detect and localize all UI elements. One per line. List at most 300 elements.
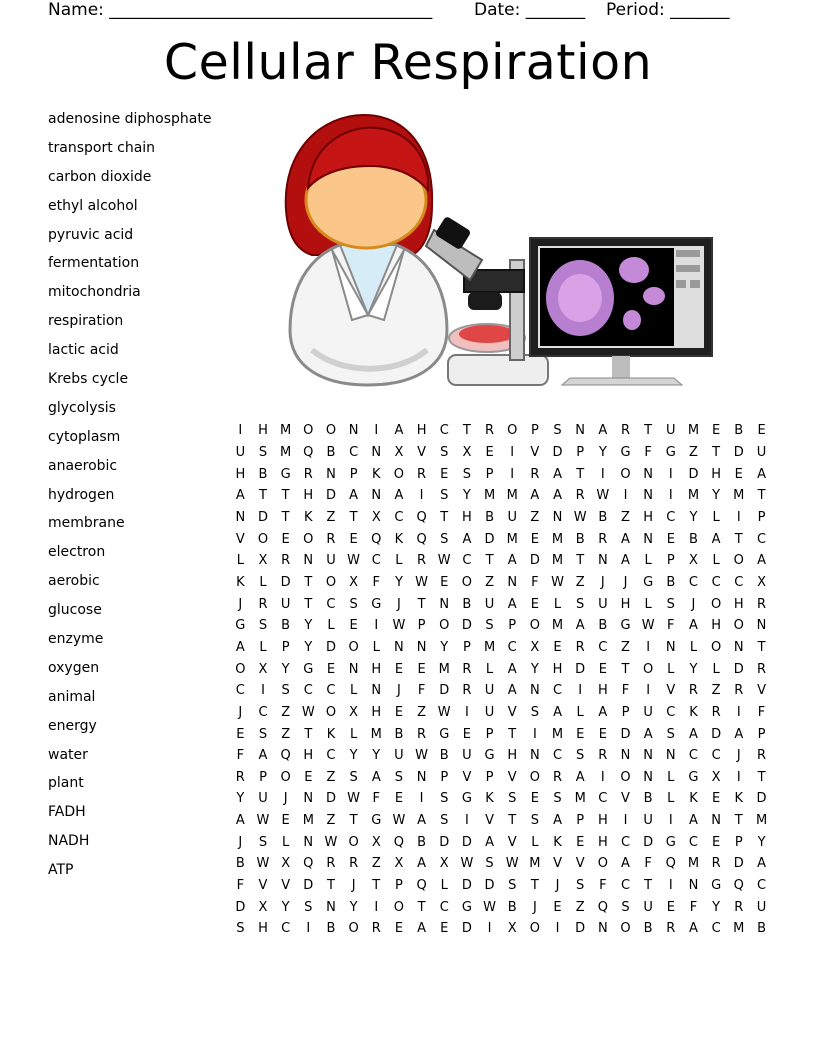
grid-letter: U	[280, 596, 291, 612]
scientist-with-microscope-illustration	[282, 110, 718, 400]
word-list-item: oxygen	[48, 659, 100, 676]
grid-letter: E	[349, 618, 358, 634]
grid-letter: B	[281, 618, 291, 634]
grid-letter: C	[620, 878, 631, 894]
grid-letter: L	[644, 553, 652, 569]
grid-letter: B	[417, 834, 427, 850]
grid-letter: L	[712, 509, 720, 525]
grid-letter: O	[597, 856, 608, 872]
grid-letter: B	[235, 856, 245, 872]
grid-letter: M	[551, 726, 564, 742]
grid-letter: R	[349, 856, 359, 872]
grid-letter: X	[757, 574, 766, 590]
grid-letter: B	[258, 466, 268, 482]
grid-letter: S	[236, 921, 245, 937]
grid-letter: N	[665, 748, 676, 764]
grid-letter: Y	[757, 834, 766, 850]
grid-letter: G	[688, 769, 699, 785]
grid-letter: C	[757, 531, 767, 547]
grid-letter: T	[734, 531, 743, 547]
grid-letter: M	[687, 423, 700, 439]
grid-letter: I	[623, 813, 628, 829]
grid-letter: U	[507, 509, 517, 525]
grid-letter: A	[757, 553, 766, 569]
word-search-grid	[229, 420, 773, 940]
grid-letter: L	[327, 618, 335, 634]
grid-letter: D	[461, 878, 472, 894]
grid-row	[229, 463, 773, 485]
grid-letter: T	[530, 878, 539, 894]
grid-letter: K	[734, 791, 744, 807]
grid-row	[229, 485, 773, 507]
grid-letter: R	[326, 531, 336, 547]
grid-letter: N	[303, 791, 314, 807]
grid-letter: J	[351, 878, 356, 894]
grid-letter: O	[733, 553, 744, 569]
grid-letter: W	[324, 834, 338, 850]
grid-letter: C	[281, 921, 291, 937]
grid-letter: W	[483, 899, 496, 915]
grid-row	[229, 831, 773, 853]
grid-letter: R	[417, 466, 427, 482]
grid-letter: Z	[326, 509, 336, 525]
grid-letter: O	[507, 423, 518, 439]
grid-letter: S	[530, 813, 539, 829]
grid-letter: N	[348, 661, 359, 677]
grid-letter: S	[508, 791, 517, 807]
grid-letter: J	[736, 748, 741, 764]
grid-letter: P	[666, 553, 675, 569]
word-list-item: glycolysis	[48, 399, 116, 416]
grid-letter: P	[576, 444, 585, 460]
grid-letter: K	[553, 834, 562, 850]
grid-letter: S	[530, 704, 539, 720]
grid-letter: A	[417, 921, 427, 937]
grid-letter: A	[553, 704, 562, 720]
grid-letter: F	[599, 878, 607, 894]
grid-letter: T	[644, 878, 653, 894]
grid-letter: A	[689, 813, 698, 829]
grid-letter: L	[395, 553, 403, 569]
grid-letter: B	[643, 921, 653, 937]
grid-letter: E	[576, 726, 585, 742]
grid-letter: E	[598, 726, 607, 742]
grid-letter: D	[325, 791, 336, 807]
grid-letter: Q	[371, 531, 382, 547]
grid-letter: W	[551, 574, 564, 590]
grid-letter: Z	[281, 704, 291, 720]
grid-letter: N	[529, 683, 540, 699]
grid-letter: J	[397, 683, 401, 699]
grid-row	[229, 420, 773, 442]
grid-letter: N	[507, 574, 518, 590]
grid-letter: I	[261, 683, 265, 699]
grid-letter: V	[507, 704, 517, 720]
grid-letter: W	[596, 488, 610, 504]
grid-letter: A	[689, 726, 698, 742]
grid-letter: R	[598, 748, 608, 764]
grid-letter: C	[552, 748, 563, 764]
grid-letter: U	[756, 444, 767, 460]
grid-letter: I	[668, 813, 673, 829]
grid-letter: B	[598, 509, 608, 525]
grid-letter: A	[507, 553, 517, 569]
grid-letter: X	[394, 444, 404, 460]
grid-letter: A	[689, 921, 698, 937]
grid-letter: V	[507, 769, 517, 785]
grid-row	[229, 853, 773, 875]
grid-letter: F	[236, 748, 245, 764]
grid-letter: I	[419, 488, 424, 504]
grid-letter: C	[462, 553, 472, 569]
grid-letter: R	[326, 856, 336, 872]
grid-letter: L	[712, 661, 720, 677]
grid-letter: Y	[712, 899, 721, 915]
grid-letter: C	[734, 574, 744, 590]
grid-letter: A	[553, 813, 562, 829]
grid-letter: A	[235, 639, 245, 655]
grid-letter: I	[419, 791, 424, 807]
grid-letter: C	[620, 834, 631, 850]
grid-row	[229, 507, 773, 529]
word-list-item: anaerobic	[48, 457, 118, 474]
grid-letter: T	[757, 769, 766, 785]
grid-letter: P	[757, 726, 766, 742]
grid-letter: O	[348, 639, 359, 655]
grid-letter: V	[621, 791, 630, 807]
grid-row	[229, 550, 773, 572]
grid-letter: J	[555, 878, 560, 894]
grid-letter: I	[600, 466, 605, 482]
grid-letter: E	[304, 769, 313, 785]
grid-letter: W	[437, 553, 451, 569]
grid-letter: F	[531, 574, 539, 590]
grid-letter: C	[711, 574, 721, 590]
grid-letter: G	[461, 899, 472, 915]
grid-letter: E	[462, 726, 471, 742]
grid-letter: T	[712, 444, 721, 460]
grid-letter: O	[620, 466, 631, 482]
grid-letter: O	[710, 596, 722, 612]
grid-letter: M	[687, 856, 700, 872]
grid-letter: N	[348, 423, 359, 439]
grid-letter: T	[440, 509, 449, 525]
grid-letter: B	[485, 509, 494, 525]
grid-letter: S	[440, 444, 449, 460]
grid-letter: T	[349, 509, 358, 525]
grid-letter: E	[440, 921, 449, 937]
grid-letter: I	[374, 423, 379, 439]
grid-letter: O	[393, 899, 405, 915]
grid-letter: A	[462, 531, 472, 547]
grid-letter: N	[529, 748, 540, 764]
grid-letter: I	[578, 683, 583, 699]
grid-letter: I	[464, 704, 469, 720]
grid-letter: B	[598, 618, 608, 634]
grid-letter: H	[711, 618, 721, 634]
grid-letter: A	[711, 531, 721, 547]
grid-letter: O	[643, 661, 654, 677]
grid-letter: L	[689, 639, 698, 655]
grid-letter: N	[303, 834, 314, 850]
grid-letter: C	[598, 791, 608, 807]
grid-letter: G	[711, 878, 722, 894]
grid-letter: S	[462, 466, 472, 482]
grid-letter: D	[688, 466, 699, 482]
grid-letter: O	[529, 921, 540, 937]
grid-letter: N	[643, 488, 653, 504]
grid-letter: A	[689, 618, 698, 634]
grid-letter: A	[553, 488, 562, 504]
word-list-item: animal	[48, 688, 96, 705]
grid-letter: D	[303, 878, 314, 894]
period-field-label: Period: _______	[606, 0, 730, 20]
grid-letter: U	[484, 683, 495, 699]
grid-letter: O	[325, 704, 337, 720]
grid-letter: W	[460, 856, 474, 872]
grid-letter: P	[417, 618, 426, 634]
grid-letter: A	[394, 423, 404, 439]
grid-letter: N	[597, 553, 608, 569]
grid-letter: Z	[371, 856, 381, 872]
grid-letter: U	[394, 748, 404, 764]
grid-letter: A	[258, 748, 268, 764]
grid-letter: A	[575, 618, 585, 634]
grid-letter: X	[530, 639, 540, 655]
grid-letter: Q	[597, 899, 608, 915]
grid-letter: L	[667, 769, 675, 785]
grid-letter: N	[665, 639, 676, 655]
grid-letter: F	[372, 574, 380, 590]
grid-letter: E	[394, 704, 404, 720]
grid-letter: M	[302, 813, 314, 829]
grid-letter: B	[439, 748, 449, 764]
word-list-item: enzyme	[48, 631, 104, 648]
grid-letter: O	[280, 769, 291, 785]
grid-letter: T	[326, 878, 335, 894]
grid-letter: I	[555, 921, 560, 937]
grid-letter: P	[621, 704, 630, 720]
grid-letter: R	[575, 639, 585, 655]
grid-letter: L	[576, 704, 584, 720]
grid-letter: X	[507, 921, 517, 937]
grid-letter: I	[374, 899, 379, 915]
grid-letter: M	[529, 856, 541, 872]
grid-letter: I	[736, 704, 741, 720]
grid-letter: W	[437, 704, 451, 720]
grid-letter: R	[757, 661, 767, 677]
grid-letter: N	[394, 639, 404, 655]
grid-letter: K	[485, 791, 494, 807]
grid-letter: K	[326, 726, 336, 742]
grid-letter: U	[326, 553, 336, 569]
grid-letter: X	[439, 856, 449, 872]
worksheet-header	[48, 0, 768, 20]
grid-letter: R	[281, 553, 291, 569]
grid-letter: D	[552, 444, 563, 460]
grid-letter: X	[394, 856, 404, 872]
grid-letter: X	[349, 574, 359, 590]
grid-letter: P	[259, 769, 267, 785]
grid-letter: L	[440, 878, 448, 894]
grid-letter: I	[487, 921, 492, 937]
grid-letter: T	[462, 423, 471, 439]
grid-row	[229, 875, 773, 897]
grid-letter: X	[371, 509, 381, 525]
grid-letter: E	[281, 531, 290, 547]
grid-letter: C	[711, 921, 721, 937]
grid-letter: I	[600, 769, 605, 785]
grid-letter: P	[576, 813, 585, 829]
grid-letter: F	[621, 683, 630, 699]
grid-letter: U	[643, 704, 653, 720]
grid-letter: S	[258, 726, 268, 742]
grid-letter: E	[236, 726, 245, 742]
grid-letter: A	[598, 423, 608, 439]
grid-letter: G	[235, 618, 246, 634]
grid-letter: J	[623, 574, 628, 590]
grid-letter: D	[325, 639, 336, 655]
grid-letter: E	[712, 423, 721, 439]
grid-letter: S	[440, 791, 449, 807]
grid-letter: T	[508, 813, 517, 829]
grid-letter: U	[643, 813, 653, 829]
word-list-item: fermentation	[48, 255, 140, 272]
grid-row	[229, 680, 773, 702]
grid-letter: J	[238, 596, 243, 612]
grid-letter: P	[462, 639, 471, 655]
grid-letter: M	[551, 618, 564, 634]
grid-letter: H	[303, 488, 314, 504]
grid-letter: H	[620, 596, 631, 612]
grid-letter: N	[371, 488, 382, 504]
grid-letter: B	[394, 726, 404, 742]
grid-letter: R	[666, 921, 676, 937]
grid-letter: E	[530, 531, 539, 547]
grid-letter: X	[689, 553, 698, 569]
word-list-item: cytoplasm	[48, 428, 121, 445]
grid-letter: L	[712, 553, 720, 569]
grid-letter: J	[283, 791, 288, 807]
grid-letter: F	[644, 444, 652, 460]
word-list-item: aerobic	[48, 573, 100, 590]
grid-letter: O	[710, 639, 722, 655]
grid-letter: V	[281, 878, 291, 894]
grid-letter: I	[646, 639, 651, 655]
grid-letter: M	[280, 444, 292, 460]
grid-letter: H	[235, 466, 246, 482]
grid-letter: K	[689, 791, 698, 807]
grid-letter: Y	[236, 791, 245, 807]
grid-letter: X	[462, 444, 472, 460]
grid-letter: Y	[689, 509, 698, 525]
grid-letter: G	[620, 618, 631, 634]
grid-letter: J	[238, 704, 243, 720]
grid-letter: A	[734, 726, 744, 742]
grid-letter: C	[666, 704, 676, 720]
grid-letter: T	[757, 639, 766, 655]
grid-letter: Z	[689, 444, 698, 460]
grid-letter: D	[325, 488, 336, 504]
grid-letter: C	[688, 748, 698, 764]
grid-letter: V	[507, 834, 517, 850]
grid-letter: S	[304, 899, 313, 915]
grid-letter: Z	[417, 704, 427, 720]
grid-letter: U	[643, 899, 653, 915]
grid-letter: Y	[349, 748, 358, 764]
grid-letter: L	[485, 661, 494, 677]
grid-letter: U	[484, 704, 495, 720]
grid-letter: W	[347, 791, 361, 807]
grid-letter: Q	[733, 878, 744, 894]
grid-letter: P	[281, 639, 290, 655]
grid-letter: H	[303, 748, 314, 764]
grid-letter: K	[372, 466, 381, 482]
grid-letter: Z	[485, 574, 494, 590]
grid-letter: X	[281, 856, 291, 872]
grid-letter: P	[349, 466, 358, 482]
grid-letter: E	[394, 921, 404, 937]
grid-letter: D	[711, 726, 722, 742]
grid-letter: F	[236, 878, 245, 894]
grid-letter: C	[439, 899, 449, 915]
grid-letter: F	[667, 618, 675, 634]
grid-letter: B	[734, 423, 744, 439]
grid-letter: M	[733, 921, 745, 937]
grid-letter: R	[734, 683, 744, 699]
grid-letter: V	[235, 531, 245, 547]
grid-letter: J	[600, 574, 605, 590]
word-list-item: glucose	[48, 602, 102, 619]
grid-letter: V	[757, 683, 766, 699]
word-list-item: mitochondria	[48, 284, 141, 301]
grid-letter: O	[235, 661, 246, 677]
grid-letter: S	[485, 856, 494, 872]
grid-letter: D	[257, 509, 268, 525]
grid-row	[229, 788, 773, 810]
grid-letter: N	[575, 423, 586, 439]
grid-letter: R	[417, 553, 427, 569]
grid-letter: B	[688, 531, 698, 547]
grid-letter: T	[417, 596, 426, 612]
grid-letter: T	[621, 661, 630, 677]
grid-letter: A	[757, 466, 766, 482]
grid-letter: X	[258, 553, 268, 569]
grid-letter: M	[574, 791, 586, 807]
grid-letter: D	[484, 878, 495, 894]
grid-letter: V	[462, 769, 472, 785]
grid-letter: A	[394, 488, 404, 504]
grid-letter: O	[620, 921, 631, 937]
grid-letter: F	[644, 856, 652, 872]
grid-letter: Y	[372, 748, 381, 764]
grid-letter: R	[485, 423, 495, 439]
grid-letter: A	[598, 704, 608, 720]
grid-letter: T	[485, 553, 494, 569]
grid-letter: W	[415, 748, 428, 764]
grid-letter: M	[733, 488, 745, 504]
grid-letter: R	[734, 899, 744, 915]
grid-letter: Y	[462, 488, 471, 504]
grid-row	[229, 745, 773, 767]
grid-letter: I	[668, 488, 673, 504]
grid-letter: U	[756, 899, 767, 915]
grid-letter: Z	[530, 509, 540, 525]
word-list-item: electron	[48, 544, 106, 561]
grid-letter: G	[439, 726, 450, 742]
grid-letter: S	[258, 834, 268, 850]
grid-letter: A	[485, 834, 494, 850]
